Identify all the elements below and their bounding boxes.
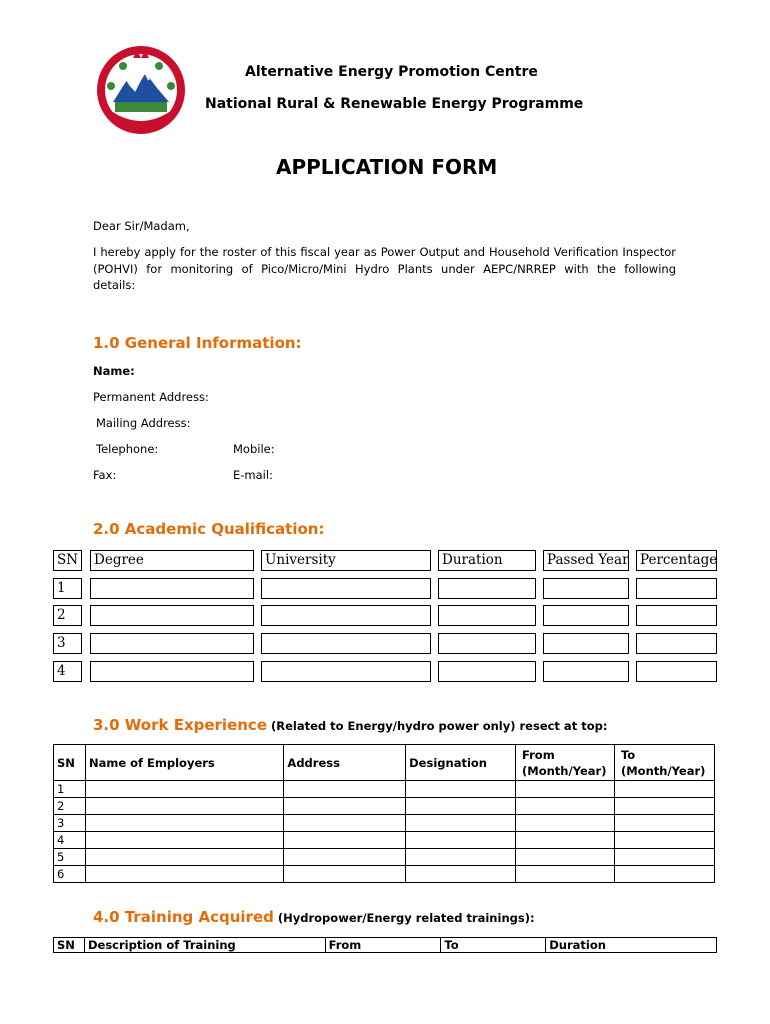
academic-header-university: University bbox=[261, 550, 431, 571]
university-field[interactable] bbox=[261, 578, 431, 599]
from-cell[interactable] bbox=[516, 866, 615, 883]
table-row bbox=[54, 815, 715, 832]
section-work-note: (Related to Energy/hydro power only) resect at top: bbox=[267, 719, 608, 733]
training-header-row bbox=[54, 938, 717, 953]
employer-cell[interactable] bbox=[85, 849, 283, 866]
address-cell[interactable] bbox=[284, 866, 406, 883]
fax-label: Fax: bbox=[93, 468, 117, 482]
telephone-label: Telephone: bbox=[96, 442, 159, 456]
degree-field[interactable] bbox=[90, 605, 254, 626]
percentage-field[interactable] bbox=[636, 578, 717, 599]
intro-line: I hereby apply for the roster of this fiscal year as Power Output and Household Verification Inspector bbox=[93, 245, 676, 259]
to-cell[interactable] bbox=[614, 849, 714, 866]
work-row-sn: 3 bbox=[54, 815, 86, 832]
address-cell[interactable] bbox=[284, 798, 406, 815]
to-cell[interactable] bbox=[614, 832, 714, 849]
degree-field[interactable] bbox=[90, 633, 254, 654]
academic-row-sn: 3 bbox=[53, 633, 82, 654]
percentage-field[interactable] bbox=[636, 605, 717, 626]
email-label: E-mail: bbox=[233, 468, 273, 482]
emblem bbox=[93, 42, 189, 138]
academic-row-sn: 4 bbox=[53, 661, 82, 682]
designation-cell[interactable] bbox=[406, 866, 516, 883]
duration-field[interactable] bbox=[438, 661, 536, 682]
section-training-title: 4.0 Training Acquired bbox=[93, 908, 274, 926]
from-cell[interactable] bbox=[516, 815, 615, 832]
work-header-from-line2: (Month/Year) bbox=[522, 763, 607, 778]
academic-row-sn: 2 bbox=[53, 605, 82, 626]
address-cell[interactable] bbox=[284, 815, 406, 832]
duration-field[interactable] bbox=[438, 605, 536, 626]
academic-row-sn: 1 bbox=[53, 578, 82, 599]
university-field[interactable] bbox=[261, 633, 431, 654]
table-row bbox=[54, 781, 715, 798]
university-field[interactable] bbox=[261, 605, 431, 626]
table-row bbox=[54, 832, 715, 849]
intro-line: details: bbox=[93, 278, 136, 292]
intro-paragraph bbox=[93, 244, 676, 294]
work-header-to-line1: To bbox=[620, 747, 636, 762]
to-cell[interactable] bbox=[614, 866, 714, 883]
designation-cell[interactable] bbox=[406, 815, 516, 832]
from-cell[interactable] bbox=[516, 798, 615, 815]
employer-cell[interactable] bbox=[85, 866, 283, 883]
name-label: Name: bbox=[93, 364, 135, 378]
training-header-description: Description of Training bbox=[84, 938, 325, 953]
employer-cell[interactable] bbox=[85, 832, 283, 849]
designation-cell[interactable] bbox=[406, 781, 516, 798]
section-academic-heading: 2.0 Academic Qualification: bbox=[93, 520, 325, 538]
training-header-duration: Duration bbox=[546, 938, 717, 953]
work-row-sn: 1 bbox=[54, 781, 86, 798]
training-header-sn: SN bbox=[54, 938, 85, 953]
university-field[interactable] bbox=[261, 661, 431, 682]
degree-field[interactable] bbox=[90, 578, 254, 599]
nepal-emblem-icon bbox=[93, 42, 189, 138]
permanent-address-label: Permanent Address: bbox=[93, 390, 209, 404]
work-header-designation: Designation bbox=[406, 745, 516, 781]
training-table bbox=[53, 937, 717, 953]
work-row-sn: 6 bbox=[54, 866, 86, 883]
designation-cell[interactable] bbox=[406, 849, 516, 866]
mobile-label: Mobile: bbox=[233, 442, 275, 456]
work-row-sn: 5 bbox=[54, 849, 86, 866]
training-header-to: To bbox=[441, 938, 546, 953]
work-header-from bbox=[516, 745, 615, 781]
employer-cell[interactable] bbox=[85, 781, 283, 798]
passed-year-field[interactable] bbox=[543, 633, 629, 654]
passed-year-field[interactable] bbox=[543, 605, 629, 626]
from-cell[interactable] bbox=[516, 781, 615, 798]
passed-year-field[interactable] bbox=[543, 661, 629, 682]
academic-header-sn: SN bbox=[53, 550, 82, 571]
section-training-heading bbox=[93, 908, 535, 926]
to-cell[interactable] bbox=[614, 781, 714, 798]
percentage-field[interactable] bbox=[636, 661, 717, 682]
passed-year-field[interactable] bbox=[543, 578, 629, 599]
form-title: APPLICATION FORM bbox=[276, 155, 498, 179]
work-header-address: Address bbox=[284, 745, 406, 781]
designation-cell[interactable] bbox=[406, 798, 516, 815]
duration-field[interactable] bbox=[438, 578, 536, 599]
academic-header-percentage: Percentage bbox=[636, 550, 717, 571]
work-header-row bbox=[54, 745, 715, 781]
from-cell[interactable] bbox=[516, 832, 615, 849]
training-header-from: From bbox=[325, 938, 441, 953]
employer-cell[interactable] bbox=[85, 815, 283, 832]
academic-header-passed-year: Passed Year bbox=[543, 550, 629, 571]
academic-header-degree: Degree bbox=[90, 550, 254, 571]
work-row-sn: 4 bbox=[54, 832, 86, 849]
address-cell[interactable] bbox=[284, 849, 406, 866]
section-training-note: (Hydropower/Energy related trainings): bbox=[273, 911, 535, 925]
work-row-sn: 2 bbox=[54, 798, 86, 815]
employer-cell[interactable] bbox=[85, 798, 283, 815]
programme-name: National Rural & Renewable Energy Programme bbox=[205, 96, 584, 112]
table-row bbox=[54, 866, 715, 883]
degree-field[interactable] bbox=[90, 661, 254, 682]
academic-header-duration: Duration bbox=[438, 550, 536, 571]
table-row bbox=[54, 849, 715, 866]
salutation: Dear Sir/Madam, bbox=[93, 219, 190, 233]
work-header-sn: SN bbox=[54, 745, 86, 781]
org-name: Alternative Energy Promotion Centre bbox=[245, 64, 538, 80]
designation-cell[interactable] bbox=[406, 832, 516, 849]
duration-field[interactable] bbox=[438, 633, 536, 654]
work-header-to-line2: (Month/Year) bbox=[620, 763, 706, 778]
work-header-employer: Name of Employers bbox=[85, 745, 283, 781]
to-cell[interactable] bbox=[614, 798, 714, 815]
mailing-address-label: Mailing Address: bbox=[96, 416, 191, 430]
work-experience-table bbox=[53, 744, 715, 883]
section-general-heading: 1.0 General Information: bbox=[93, 334, 302, 352]
work-header-from-line1: From bbox=[522, 747, 555, 762]
work-header-to bbox=[614, 745, 714, 781]
address-cell[interactable] bbox=[284, 781, 406, 798]
section-work-title: 3.0 Work Experience bbox=[93, 716, 267, 734]
intro-line: (POHVI) for monitoring of Pico/Micro/Mini Hydro Plants under AEPC/NRREP with the following bbox=[93, 261, 676, 276]
to-cell[interactable] bbox=[614, 815, 714, 832]
table-row bbox=[54, 798, 715, 815]
from-cell[interactable] bbox=[516, 849, 615, 866]
section-work-heading bbox=[93, 716, 607, 734]
address-cell[interactable] bbox=[284, 832, 406, 849]
percentage-field[interactable] bbox=[636, 633, 717, 654]
